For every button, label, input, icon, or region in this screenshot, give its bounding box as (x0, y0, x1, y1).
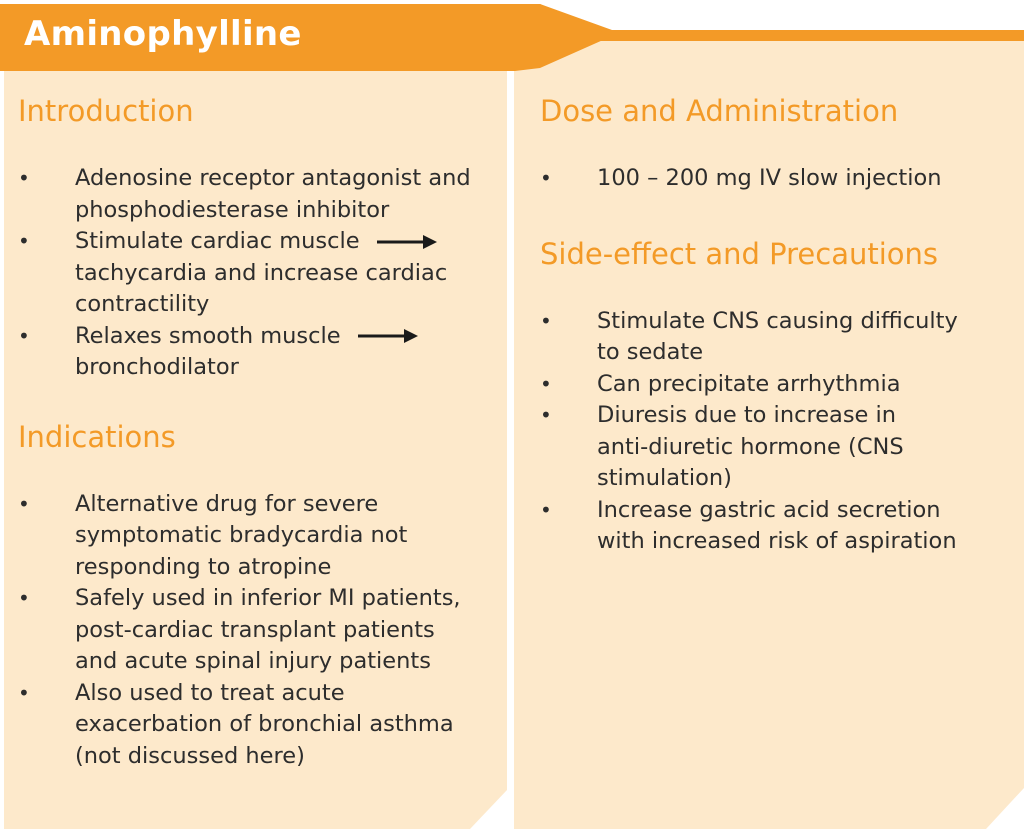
introduction-list (18, 163, 498, 384)
section-heading-side-effects: Side-effect and Precautions (540, 236, 939, 271)
list-item: • Can precipitate arrhythmia (540, 369, 1000, 401)
page-title: Aminophylline (24, 14, 302, 54)
list-item: • Safely used in inferior MI patients, post-cardiac transplant patients and acute spinal injury patients (18, 585, 461, 674)
list-item: • Increase gastric acid secretion with increased risk of aspiration (540, 496, 957, 554)
bullet: • (540, 308, 552, 333)
bullet: • (540, 497, 552, 522)
section-heading-indications: Indications (18, 419, 176, 454)
list-item: • Alternative drug for severe symptomatic bradycardia not responding to atropine (18, 490, 408, 580)
list-item: • 100 – 200 mg IV slow injection (540, 163, 1000, 195)
list-item: • Also used to treat acute exacerbation of bronchial asthma (not discussed here) (18, 679, 454, 769)
list-item: • Diuresis due to increase in anti-diuretic hormone (CNS stimulation) (540, 402, 904, 491)
bullet: • (540, 371, 552, 396)
list-item: • Adenosine receptor antagonist and phosphodiesterase inhibitor (18, 165, 471, 223)
list-item: • Stimulate cardiac muscle tachycardia and increase cardiac contractility (18, 228, 448, 317)
bullet: • (540, 403, 552, 427)
dose-list (540, 163, 1000, 195)
bullet: • (18, 229, 30, 253)
bullet: • (18, 166, 30, 190)
bullet: • (540, 166, 552, 190)
bullet: • (18, 586, 30, 610)
right-column (540, 92, 1000, 558)
list-item: • Stimulate CNS causing difficulty to sedate (540, 307, 958, 365)
list-item: • Relaxes smooth muscle bronchodilator (18, 321, 498, 384)
bullet: • (18, 491, 30, 516)
side-effects-list (540, 306, 1000, 558)
right-arrow-icon (356, 326, 420, 346)
bullet: • (18, 680, 30, 705)
indications-list (18, 489, 498, 773)
section-heading-introduction: Introduction (18, 94, 194, 128)
right-arrow-icon (375, 232, 439, 252)
section-heading-dose: Dose and Administration (540, 94, 899, 128)
left-column (18, 92, 498, 772)
bullet: • (18, 323, 30, 348)
